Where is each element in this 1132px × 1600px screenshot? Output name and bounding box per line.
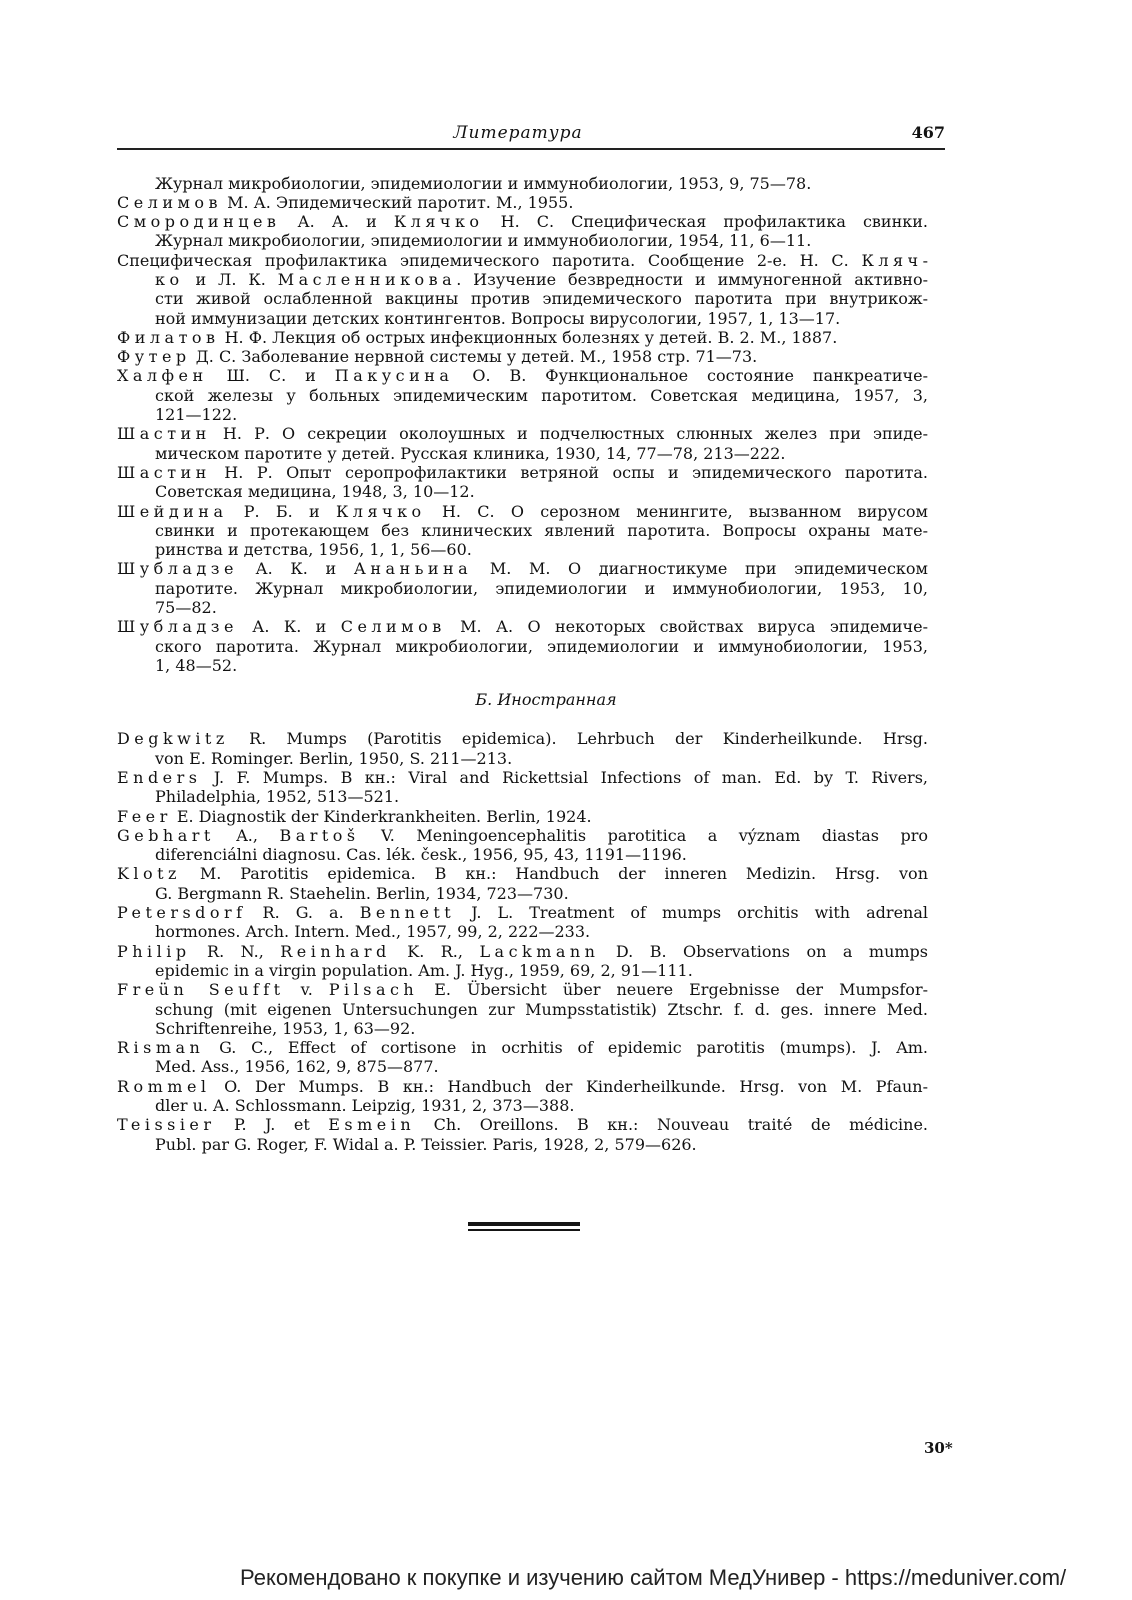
end-ornament-thick-rule (468, 1222, 580, 1226)
reference-line (117, 540, 928, 559)
reference-line (117, 826, 928, 845)
reference-text: мическом паротите у детей. Русская клиника, 1930, 14, 77—78, 213—222. (155, 443, 786, 463)
reference-line (117, 251, 928, 270)
reference-text: Philadelphia, 1952, 513—521. (155, 787, 400, 807)
author-name: Enders (117, 767, 202, 787)
russian-references (117, 174, 928, 676)
author-name: Масленникова (277, 269, 457, 289)
reference-line (117, 559, 928, 578)
reference-line (117, 807, 928, 826)
reference-line (117, 289, 928, 308)
reference-text: Н. С. Специфическая профилактика свинки. (483, 212, 928, 232)
reference-text: ной иммунизации детских контингентов. Вопросы вирусологии, 1957, 1, 13—17. (155, 308, 841, 328)
reference-line (117, 1135, 928, 1154)
reference-text: R. Mumps (Parotitis epidemica). Lehrbuch der Kinderheilkunde. Hrsg. (228, 729, 928, 749)
author-name: Degkwitz (117, 729, 229, 749)
author-name: Esmein (328, 1115, 416, 1135)
reference-line (117, 884, 928, 903)
reference-entry (117, 807, 928, 826)
reference-line (117, 845, 928, 864)
reference-text: Publ. par G. Roger, F. Widal a. P. Teissier. Paris, 1928, 2, 579—626. (155, 1134, 697, 1154)
reference-text: Р. Б. и (227, 501, 336, 521)
reference-line (117, 1019, 928, 1038)
running-title: Литература (453, 123, 583, 143)
reference-text: D. B. Observations on a mumps (599, 941, 928, 961)
author-name: Халфен (117, 366, 208, 386)
reference-line (117, 1077, 928, 1096)
reference-entry (117, 366, 928, 424)
reference-text: E. Diagnostik der Kinderkrankheiten. Berlin, 1924. (171, 806, 592, 826)
author-name: Смородинцев (117, 212, 281, 232)
author-name: Bennett (359, 903, 456, 923)
reference-text: М. А. Эпидемический паротит. М., 1955. (222, 192, 574, 212)
reference-entry (117, 212, 928, 251)
reference-entry (117, 174, 928, 193)
reference-line (117, 749, 928, 768)
reference-text: 121—122. (155, 405, 238, 425)
reference-entry (117, 347, 928, 366)
reference-text: Н. С. О серозном менингите, вызванном вирусом (425, 501, 928, 521)
reference-text: diferenciálni diagnosu. Cas. lék. česk., 1956, 95, 43, 1191—1196. (155, 845, 687, 865)
author-name: Philip (117, 941, 191, 961)
reference-text: O. Der Mumps. В кн.: Handbuch der Kinderheilkunde. Hrsg. von M. Pfaun- (210, 1076, 928, 1096)
reference-text: 75—82. (155, 598, 217, 618)
reference-text: hormones. Arch. Intern. Med., 1957, 99, 2, 222—233. (155, 922, 591, 942)
reference-line (117, 579, 928, 598)
reference-text: Н. Р. О секреции околоушных и подчелюстных слюнных желез при эпиде- (210, 424, 928, 444)
reference-text: schung (mit eigenen Untersuchungen zur Mumpsstatistik) Ztschr. f. d. ges. innere Med. (155, 999, 928, 1019)
reference-text: ского паротита. Журнал микробиологии, эпидемиологии и иммунобиологии, 1953, (155, 636, 928, 656)
reference-entry (117, 864, 928, 903)
reference-text: М. А. О некоторых свойствах вируса эпидемиче- (445, 617, 928, 637)
reference-text: E. Übersicht über neuere Ergebnisse der Mumpsfor- (418, 980, 928, 1000)
author-name: Кляч (861, 250, 923, 270)
reference-text: А. К. и (237, 559, 354, 579)
page-number: 467 (911, 123, 945, 142)
reference-text: Специфическая профилактика эпидемического паротита. Сообщение 2-е. Н. С. (117, 250, 862, 270)
reference-line (117, 617, 928, 636)
reference-line (117, 193, 928, 212)
reference-line (117, 347, 928, 366)
author-name: Teissier (117, 1115, 216, 1135)
reference-text: Schriftenreihe, 1953, 1, 63—92. (155, 1018, 416, 1038)
reference-text: v. (284, 980, 329, 1000)
author-name: Pilsach (328, 980, 419, 1000)
author-name: ко (155, 269, 184, 289)
reference-line (117, 212, 928, 231)
reference-line (117, 174, 928, 193)
reference-text: - (922, 250, 928, 270)
reference-entry (117, 193, 928, 212)
reference-entry (117, 328, 928, 347)
reference-text: J. L. Treatment of mumps orchitis with adrenal (455, 903, 928, 923)
author-name: Risman (117, 1038, 205, 1058)
reference-line (117, 768, 928, 787)
reference-text: R. G. a. (246, 903, 360, 923)
author-name: Freün Seufft (117, 980, 285, 1000)
author-name: Шастин (117, 424, 211, 444)
reference-text: свинки и протекающем без клинических явлений паротита. Вопросы охраны мате- (155, 520, 928, 540)
author-name: Футер (117, 347, 191, 367)
reference-text: P. J. et (215, 1115, 329, 1135)
reference-line (117, 1115, 928, 1134)
reference-entry (117, 617, 928, 675)
reference-text: Журнал микробиологии, эпидемиологии и иммунобиологии, 1954, 11, 6—11. (155, 231, 812, 251)
reference-text: А. К. и (237, 617, 341, 637)
reference-text: Med. Ass., 1956, 162, 9, 875—877. (155, 1057, 439, 1077)
reference-text: Н. Р. Опыт серопрофилактики ветряной оспы и эпидемического паротита. (210, 462, 928, 482)
reference-text: Д. С. Заболевание нервной системы у детей. М., 1958 стр. 71—73. (190, 347, 758, 367)
reference-line (117, 521, 928, 540)
author-name: Klotz (117, 864, 181, 884)
reference-entry (117, 903, 928, 942)
foreign-references (117, 729, 928, 1154)
author-name: Шейдина (117, 501, 228, 521)
author-name: Шубладзе (117, 559, 238, 579)
reference-line (117, 328, 928, 347)
reference-text: А. А. и (280, 212, 394, 232)
reference-text: Советская медицина, 1948, 3, 10—12. (155, 482, 475, 502)
reference-text: О. В. Функциональное состояние панкреатиче- (453, 366, 928, 386)
reference-text: V. Meningoencephalitis parotitica a význam diastas pro (359, 825, 928, 845)
author-name: Petersdorf (117, 903, 247, 923)
reference-text: M. Parotitis epidemica. В кн.: Handbuch der inneren Medizin. Hrsg. von (180, 864, 928, 884)
reference-line (117, 787, 928, 806)
reference-entry (117, 251, 928, 328)
reference-line (117, 864, 928, 883)
reference-line (117, 270, 928, 289)
reference-entry (117, 768, 928, 807)
section-heading: Б. Иностранная (475, 690, 617, 709)
reference-entry (117, 463, 928, 502)
reference-text: A., (214, 825, 280, 845)
reference-line (117, 656, 928, 675)
reference-entry (117, 1038, 928, 1077)
author-name: Пакусина (334, 366, 454, 386)
reference-line (117, 405, 928, 424)
author-name: Ананьина (353, 559, 473, 579)
reference-entry (117, 502, 928, 560)
reference-line (117, 482, 928, 501)
author-name: Reinhard (280, 941, 391, 961)
reference-text: Ш. С. и (207, 366, 335, 386)
reference-line (117, 444, 928, 463)
reference-line (117, 729, 928, 748)
author-name: Bartoš (279, 825, 360, 845)
reference-entry (117, 1115, 928, 1154)
author-name: Gebhart (117, 825, 215, 845)
reference-entry (117, 559, 928, 617)
reference-line (117, 942, 928, 961)
reference-line (117, 1096, 928, 1115)
end-ornament-thin-rule (468, 1229, 580, 1231)
reference-entry (117, 1077, 928, 1116)
reference-line (117, 463, 928, 482)
author-name: Филатов (117, 327, 220, 347)
reference-text: K. R., (390, 941, 480, 961)
reference-line (117, 903, 928, 922)
author-name: Шастин (117, 462, 211, 482)
reference-line (117, 961, 928, 980)
reference-text: . Изучение безвредности и иммуногенной активно- (456, 269, 929, 289)
author-name: Селимов (340, 617, 446, 637)
reference-text: сти живой ослабленной вакцины против эпидемического паротита при внутрикож- (155, 289, 928, 309)
reference-line (117, 309, 928, 328)
header-rule (117, 148, 945, 150)
reference-line (117, 980, 928, 999)
reference-text: Н. Ф. Лекция об острых инфекционных болезнях у детей. В. 2. М., 1887. (219, 327, 838, 347)
reference-line (117, 1038, 928, 1057)
reference-text: М. М. О диагностикуме при эпидемическом (472, 559, 928, 579)
reference-line (117, 424, 928, 443)
reference-text: ринства и детства, 1956, 1, 1, 56—60. (155, 540, 472, 560)
reference-text: и Л. К. (183, 269, 278, 289)
reference-entry (117, 826, 928, 865)
reference-entry (117, 729, 928, 768)
author-name: Клячко (393, 212, 484, 232)
reference-text: Ch. Oreillons. В кн.: Nouveau traité de médicine. (415, 1115, 928, 1135)
reference-text: Журнал микробиологии, эпидемиологии и иммунобиологии, 1953, 9, 75—78. (155, 173, 812, 193)
reference-entry (117, 424, 928, 463)
author-name: Rommel (117, 1076, 211, 1096)
reference-text: 1, 48—52. (155, 655, 238, 675)
reference-line (117, 366, 928, 385)
author-name: Селимов (117, 192, 222, 212)
reference-line (117, 637, 928, 656)
signature-mark: 30* (924, 1439, 953, 1457)
reference-text: паротите. Журнал микробиологии, эпидемиологии и иммунобиологии, 1953, 10, (155, 578, 928, 598)
author-name: Feer (117, 806, 172, 826)
reference-text: ской железы у больных эпидемическим паротитом. Советская медицина, 1957, 3, (155, 385, 928, 405)
reference-line (117, 386, 928, 405)
reference-text: R. N., (190, 941, 281, 961)
reference-line (117, 922, 928, 941)
reference-text: J. F. Mumps. В кн.: Viral and Rickettsial Infections of man. Ed. by T. Rivers, (201, 767, 928, 787)
reference-line (117, 502, 928, 521)
reference-text: G. C., Effect of cortisone in ocrhitis of epidemic parotitis (mumps). J. Am. (204, 1038, 928, 1058)
reference-line (117, 231, 928, 250)
reference-text: epidemic in a virgin population. Am. J. Hyg., 1959, 69, 2, 91—111. (155, 960, 693, 980)
reference-line (117, 1057, 928, 1076)
reference-line (117, 1000, 928, 1019)
footer-note: Рекомендовано к покупке и изучению сайтом МедУнивер - https://meduniver.com/ (240, 1565, 1067, 1590)
reference-text: G. Bergmann R. Staehelin. Berlin, 1934, 723—730. (155, 883, 569, 903)
author-name: Lackmann (479, 941, 600, 961)
reference-line (117, 598, 928, 617)
reference-text: von E. Rominger. Berlin, 1950, S. 211—213. (155, 748, 513, 768)
reference-entry (117, 980, 928, 1038)
reference-text: dler u. A. Schlossmann. Leipzig, 1931, 2, 373—388. (155, 1095, 575, 1115)
author-name: Шубладзе (117, 617, 238, 637)
author-name: Клячко (335, 501, 426, 521)
reference-entry (117, 942, 928, 981)
